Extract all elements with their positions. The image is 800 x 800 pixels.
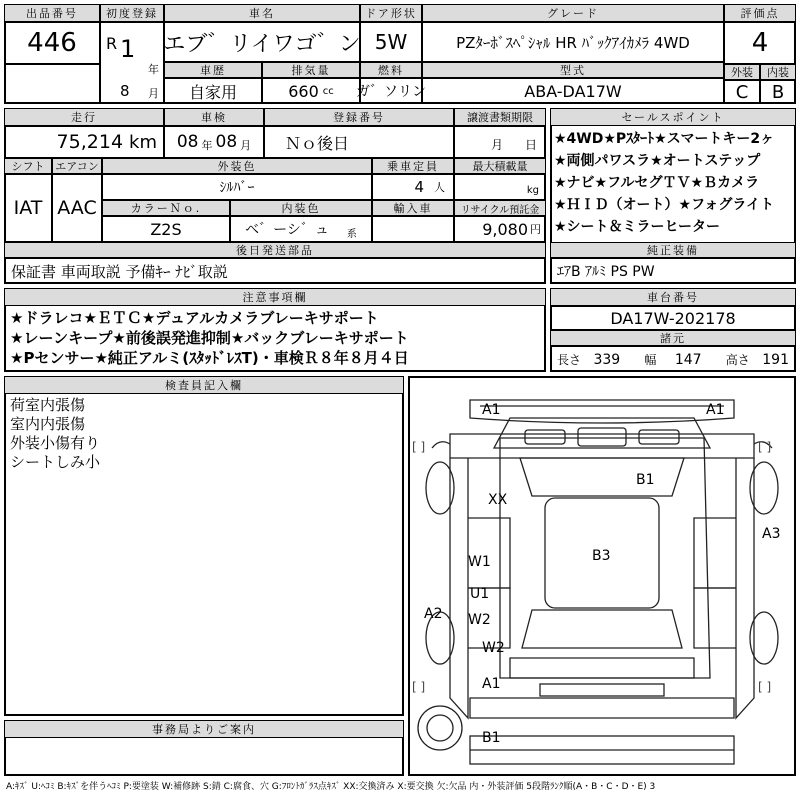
- chassis-label: 車台番号: [550, 288, 796, 306]
- import-label: 輸入車: [372, 200, 454, 216]
- score-label: 評価点: [724, 4, 796, 22]
- sales-points-list: [554, 128, 794, 238]
- color-no-label: カラーＮｏ.: [102, 200, 230, 216]
- capacity-label: 乗車定員: [372, 158, 454, 174]
- sales-point-item: ★両側パワスラ★オートステップ: [554, 153, 761, 169]
- notes-label: 注意事項欄: [4, 288, 546, 306]
- note-line: ★Pセンサー★純正アルミ(ｽﾀｯﾄﾞﾚｽT)・車検Ｒ８年８月４日: [10, 349, 409, 367]
- model-value: ABA-DA17W: [422, 78, 724, 104]
- sales-point-item: ★4WD★Pｽﾀｰﾄ★スマートキー2ヶ: [554, 131, 775, 147]
- month-value: 8: [120, 82, 130, 100]
- displacement-cell: [262, 78, 360, 104]
- inspection-label: 車検: [164, 108, 264, 126]
- mark-a1-top-right: A1: [706, 402, 725, 418]
- inspection-cell: [164, 126, 264, 158]
- mark-a1-top-left: A1: [482, 402, 501, 418]
- inspection-month-unit: 月: [240, 139, 252, 152]
- lot-no-label: 出品番号: [4, 4, 100, 22]
- capacity-value: 4: [414, 178, 424, 196]
- car-name-label: 車名: [164, 4, 360, 22]
- recycle-value: 9,080: [482, 219, 528, 239]
- inspector-lines: [10, 396, 100, 472]
- mark-w1: W1: [468, 554, 491, 570]
- fuel-label: 燃料: [360, 62, 422, 78]
- mark-w2-b: W2: [482, 640, 505, 656]
- sales-point-item: ★ナビ★フルセグＴＶ★Ｂカメラ: [554, 175, 760, 191]
- equipment-label: 純正装備: [550, 242, 796, 258]
- color-label: 外装色: [102, 158, 372, 174]
- aircon-label: エアコン: [52, 158, 102, 174]
- year-value: 1: [120, 35, 136, 63]
- interior-color-value: ベ゛ーシ゛ュ: [245, 222, 329, 238]
- lot-no-value: 446: [4, 22, 100, 64]
- first-reg-label: 初度登録: [100, 4, 164, 22]
- inspector-line: 室内内張傷: [10, 415, 86, 433]
- capacity-unit: 人: [434, 181, 445, 194]
- inspector-line: シートしみ小: [10, 453, 101, 471]
- mark-u1: U1: [470, 586, 490, 602]
- sales-point-item: ★シート＆ミラーヒーター: [554, 219, 720, 235]
- interior-label: 内装: [760, 64, 796, 80]
- legend-text: A:ｷｽﾞ U:ﾍｺﾐ B:ｷｽﾞを伴うﾍｺﾐ P:要塗装 W:補修跡 S:錆 C:腐食、穴 G:ﾌﾛﾝﾄｶﾞﾗｽ点ｷｽﾞ XX:交換済み X:要交換 欠:欠品 内・外装評価 5段階ﾗﾝｸ順(A・B・C・D・E) 3: [6, 782, 656, 792]
- lot-no-blank: [4, 64, 100, 104]
- transfer-label: 譲渡書類期限: [454, 108, 546, 126]
- max-load-label: 最大積載量: [454, 158, 546, 174]
- bracket-right-2: [ ]: [758, 680, 772, 694]
- recycle-unit: 円: [530, 223, 541, 236]
- mileage-value: 75,214: [56, 131, 124, 153]
- office-label: 事務局よりご案内: [4, 720, 404, 738]
- interior-color-suffix: 系: [346, 228, 357, 240]
- sales-point-item: ★ＨＩＤ（オート）★フォグライト: [554, 197, 774, 213]
- interior-grade: B: [760, 80, 796, 104]
- transfer-day-unit: 日: [524, 138, 537, 152]
- mileage-unit: km: [129, 131, 157, 153]
- displacement-value: 660: [288, 81, 319, 101]
- length-value: 339: [593, 351, 621, 368]
- mark-w2-a: W2: [468, 612, 491, 628]
- capacity-cell: [372, 174, 454, 200]
- width-label: 幅: [644, 352, 657, 367]
- mark-a1-rear: A1: [482, 676, 501, 692]
- inspector-label: 検査員記入欄: [4, 376, 404, 394]
- displacement-label: 排気量: [262, 62, 360, 78]
- mark-b1-roof: B1: [636, 472, 655, 488]
- note-line: ★ドラレコ★ＥＴＣ★デュアルカメラブレーキサポート: [10, 309, 379, 327]
- exterior-label: 外装: [724, 64, 760, 80]
- mark-b1-bottom: B1: [482, 730, 501, 746]
- color-no-value: Z2S: [102, 216, 230, 242]
- height-item: [726, 351, 789, 368]
- door-value: 5W: [360, 22, 422, 62]
- displacement-unit: cc: [322, 85, 334, 97]
- height-value: 191: [762, 351, 789, 368]
- sales-points-label: セールスポイント: [550, 108, 796, 126]
- inspection-month: 08: [215, 132, 238, 152]
- notes-lines: [10, 308, 409, 368]
- bracket-left-2: [ ]: [412, 680, 426, 694]
- history-label: 車歴: [164, 62, 262, 78]
- note-line: ★レーンキープ★前後誤発進抑制★バックブレーキサポート: [10, 329, 409, 347]
- max-load-unit: kg: [526, 185, 539, 196]
- height-label: 高さ: [725, 352, 750, 367]
- plate-label: 登録番号: [264, 108, 454, 126]
- length-item: [557, 351, 620, 368]
- history-value: 自家用: [164, 78, 262, 104]
- width-item: [644, 351, 701, 368]
- recycle-cell: [454, 216, 546, 242]
- inspection-year-unit: 年: [201, 139, 213, 152]
- car-name-value: エブ゛リイワゴ゛ン: [164, 22, 360, 62]
- bracket-left-1: [ ]: [412, 440, 426, 454]
- fuel-value: ガ゛ソリン: [360, 78, 422, 104]
- inspector-line: 荷室内張傷: [10, 396, 86, 414]
- interior-color-label: 内装色: [230, 200, 372, 216]
- transfer-month-unit: 月: [490, 138, 503, 152]
- grade-value: PZﾀｰﾎﾞｽﾍﾟｼｬﾙ HR ﾊﾞｯｸｱｲｶﾒﾗ 4WD: [422, 22, 724, 62]
- mark-xx: XX: [488, 492, 508, 508]
- exterior-grade: C: [724, 80, 760, 104]
- aircon-value: AAC: [52, 174, 102, 242]
- chassis-number: DA17W-202178: [550, 306, 796, 330]
- mark-a3: A3: [762, 526, 781, 542]
- width-value: 147: [674, 351, 702, 368]
- inspection-year: 08: [176, 132, 199, 152]
- import-value: [372, 216, 454, 242]
- car-diagram: [410, 378, 794, 774]
- interior-color-cell: [230, 216, 372, 242]
- month-unit: 月: [148, 87, 159, 100]
- score-value: 4: [724, 22, 796, 64]
- door-label: ドア形状: [360, 4, 422, 22]
- dims-row: [550, 346, 796, 372]
- inspector-line: 外装小傷有り: [10, 434, 101, 452]
- recycle-label: リサイクル預託金: [454, 200, 546, 216]
- mileage-label: 走行: [4, 108, 164, 126]
- equipment-value: ｴｱB ｱﾙﾐ PS PW: [550, 258, 796, 284]
- model-label: 型式: [422, 62, 724, 78]
- shift-label: シフト: [4, 158, 52, 174]
- color-value: ｼﾙﾊﾞｰ: [102, 174, 372, 200]
- postal-label: 後日発送部品: [4, 242, 546, 258]
- dims-label: 諸元: [550, 330, 796, 346]
- mark-b3: B3: [592, 548, 611, 564]
- postal-value: 保証書 車両取説 予備ｷｰ ﾅﾋﾞ取説: [4, 258, 546, 284]
- grade-label: グレード: [422, 4, 724, 22]
- era-value: R: [106, 34, 118, 53]
- transfer-cell: [454, 126, 546, 158]
- year-unit: 年: [148, 63, 159, 76]
- bracket-right-1: [ ]: [758, 440, 772, 454]
- shift-value: IAT: [4, 174, 52, 242]
- plate-value: Ｎｏ後日: [264, 126, 454, 158]
- max-load-cell: [454, 174, 546, 200]
- length-label: 長さ: [557, 352, 582, 367]
- mileage-cell: [4, 126, 164, 158]
- mark-a2: A2: [424, 606, 443, 622]
